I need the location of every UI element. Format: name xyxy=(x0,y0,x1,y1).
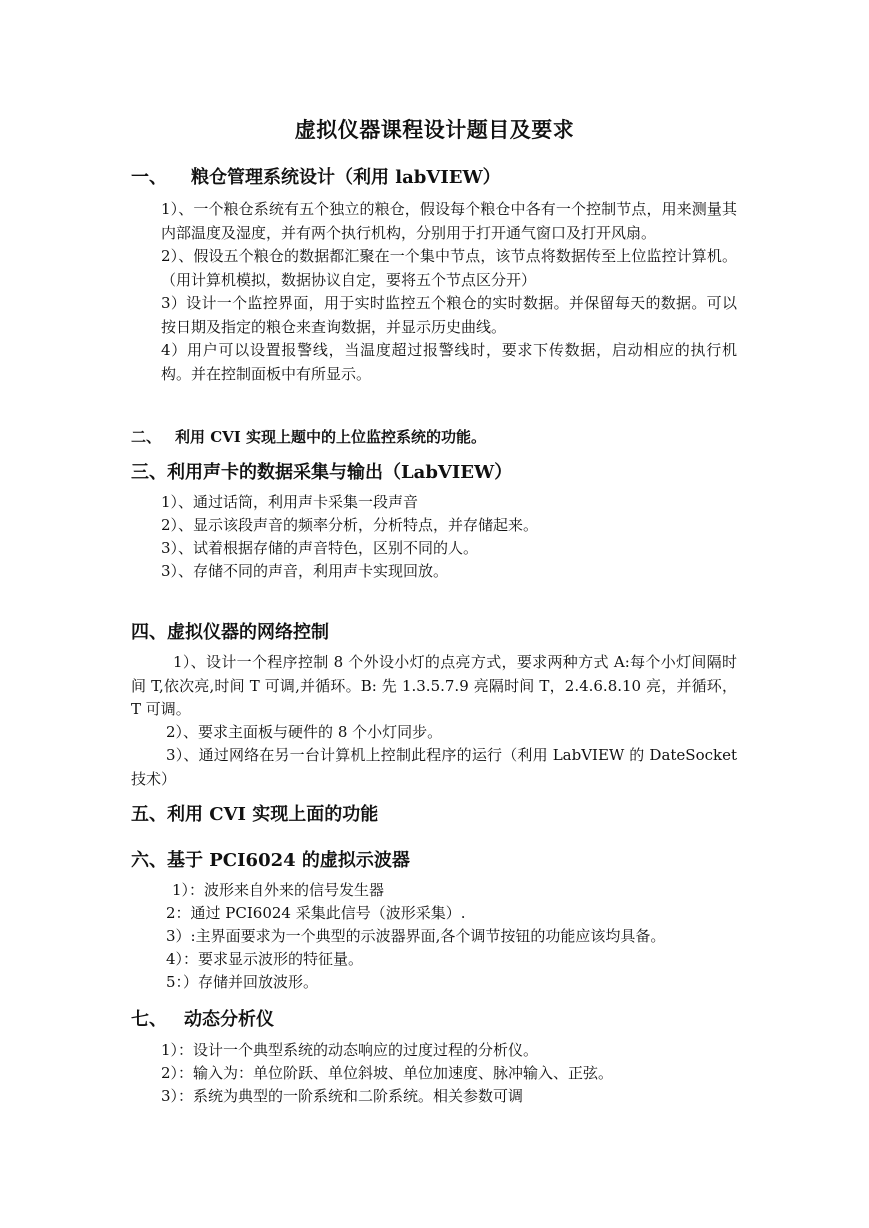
section-1-items xyxy=(161,198,737,386)
section-3-item-4: 3）、存储不同的声音，利用声卡实现回放。 xyxy=(161,562,449,580)
section-3-items xyxy=(161,491,538,583)
section-4-item-1: 1）、设计一个程序控制 8 个外设小灯的点亮方式，要求两种方式 A:每个小灯间隔时间 T,依次亮,时间 T 可调,并循环。B: 先 1.3.5.7.9 亮隔时间 T，2.4.6.8.10 亮，并循环，T 可调。 xyxy=(131,653,737,718)
section-1-item-3: 3）设计一个监控界面，用于实时监控五个粮仓的实时数据。并保留每天的数据。可以按日期及指定的粮仓来查询数据，并显示历史曲线。 xyxy=(161,294,737,336)
section-3-item-1: 1）、通过话筒，利用声卡采集一段声音 xyxy=(161,493,419,511)
section-7-item-1: 1）：设计一个典型系统的动态响应的过度过程的分析仪。 xyxy=(161,1041,539,1059)
section-6-item-4: 4）：要求显示波形的特征量。 xyxy=(166,950,364,968)
section-7-item-3: 3）：系统为典型的一阶系统和二阶系统。相关参数可调 xyxy=(161,1087,524,1105)
section-3-heading: 三、利用声卡的数据采集与输出（LabVIEW） xyxy=(131,462,513,483)
section-3-item-3: 3）、试着根据存储的声音特色，区别不同的人。 xyxy=(161,539,479,557)
section-6-item-5: 5：）存储并回放波形。 xyxy=(166,973,319,991)
section-2-number: 二、 xyxy=(131,428,162,446)
section-7-title: 动态分析仪 xyxy=(184,1009,274,1030)
section-1-item-4: 4）用户可以设置报警线，当温度超过报警线时，要求下传数据，启动相应的执行机构。并在控制面板中有所显示。 xyxy=(161,341,737,383)
section-3-item-2: 2）、显示该段声音的频率分析，分析特点，并存储起来。 xyxy=(161,516,539,534)
section-1-item-2: 2）、假设五个粮仓的数据都汇聚在一个集中节点，该节点将数据传至上位监控计算机。（用计算机模拟，数据协议自定，要将五个节点区分开） xyxy=(161,247,737,289)
section-7-items xyxy=(161,1039,613,1108)
section-2-heading xyxy=(131,426,486,447)
section-5-heading: 五、利用 CVI 实现上面的功能 xyxy=(131,804,379,825)
section-2-title: 利用 CVI 实现上题中的上位监控系统的功能。 xyxy=(175,428,487,446)
section-6-heading: 六、基于 PCI6024 的虚拟示波器 xyxy=(131,850,410,871)
section-6-item-3: 3）:主界面要求为一个典型的示波器界面,各个调节按钮的功能应该均具备。 xyxy=(166,927,666,945)
section-6-items xyxy=(166,879,665,994)
section-1-number: 一、 xyxy=(131,167,167,188)
section-7-number: 七、 xyxy=(131,1009,167,1030)
section-1-heading xyxy=(131,163,501,189)
section-4-heading: 四、虚拟仪器的网络控制 xyxy=(131,622,329,643)
section-7-heading xyxy=(131,1005,274,1031)
section-4-item-2: 2）、要求主面板与硬件的 8 个小灯同步。 xyxy=(166,723,443,741)
section-1-title: 粮仓管理系统设计（利用 labVIEW） xyxy=(191,167,501,188)
section-1-item-1: 1）、一个粮仓系统有五个独立的粮仓，假设每个粮仓中各有一个控制节点，用来测量其内部温度及湿度，并有两个执行机构，分别用于打开通气窗口及打开风扇。 xyxy=(161,200,737,242)
document-title: 虚拟仪器课程设计题目及要求 xyxy=(294,117,575,142)
section-6-item-2: 2：通过 PCI6024 采集此信号（波形采集）. xyxy=(166,904,466,922)
section-6-item-1: 1）：波形来自外来的信号发生器 xyxy=(172,881,385,899)
section-4-item-3: 3）、通过网络在另一台计算机上控制此程序的运行（利用 LabVIEW 的 DateSocket 技术） xyxy=(131,746,737,788)
section-7-item-2: 2）：输入为：单位阶跃、单位斜坡、单位加速度、脉冲输入、正弦。 xyxy=(161,1064,614,1082)
